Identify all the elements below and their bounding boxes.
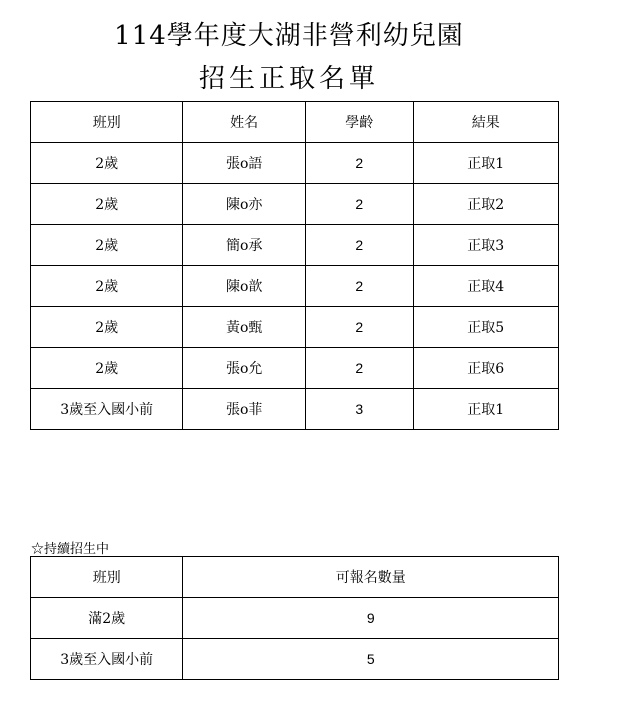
cell-name: 張o允 <box>183 348 306 389</box>
header-available-count: 可報名數量 <box>183 557 559 598</box>
header-result: 結果 <box>413 102 558 143</box>
cell-class: 2歲 <box>31 225 183 266</box>
cell-age: 2 <box>305 307 413 348</box>
cell-result: 正取3 <box>413 225 558 266</box>
cell-class: 2歲 <box>31 266 183 307</box>
cell-name: 陳o亦 <box>183 184 306 225</box>
cell-result: 正取4 <box>413 266 558 307</box>
table-row <box>31 389 559 430</box>
cell-class: 2歲 <box>31 143 183 184</box>
cell-class: 2歲 <box>31 184 183 225</box>
cell-age: 2 <box>305 143 413 184</box>
cell-class: 2歲 <box>31 307 183 348</box>
cell-age: 3 <box>305 389 413 430</box>
table-row <box>31 184 559 225</box>
table-row <box>31 225 559 266</box>
cell-name: 黃o甄 <box>183 307 306 348</box>
cell-result: 正取1 <box>413 143 558 184</box>
cell-class: 3歲至入國小前 <box>31 639 183 680</box>
table-row <box>31 266 559 307</box>
cell-available-count: 5 <box>183 639 559 680</box>
table-row <box>31 307 559 348</box>
header-name: 姓名 <box>183 102 306 143</box>
cell-class: 3歲至入國小前 <box>31 389 183 430</box>
table-row <box>31 348 559 389</box>
page-subtitle: 招生正取名單 <box>198 64 379 94</box>
cell-name: 陳o歆 <box>183 266 306 307</box>
cell-result: 正取6 <box>413 348 558 389</box>
page-title: 114學年度大湖非營利幼兒園 <box>114 21 464 51</box>
vacancy-table <box>30 556 559 680</box>
table-header-row <box>31 557 559 598</box>
cell-class: 滿2歲 <box>31 598 183 639</box>
table-row <box>31 598 559 639</box>
cell-available-count: 9 <box>183 598 559 639</box>
cell-result: 正取2 <box>413 184 558 225</box>
cell-name: 簡o承 <box>183 225 306 266</box>
cell-result: 正取5 <box>413 307 558 348</box>
cell-name: 張o菲 <box>183 389 306 430</box>
table-row <box>31 143 559 184</box>
table-header-row <box>31 102 559 143</box>
cell-age: 2 <box>305 225 413 266</box>
table-row <box>31 639 559 680</box>
cell-class: 2歲 <box>31 348 183 389</box>
header-age: 學齡 <box>305 102 413 143</box>
cell-age: 2 <box>305 348 413 389</box>
cell-age: 2 <box>305 266 413 307</box>
cell-result: 正取1 <box>413 389 558 430</box>
cell-name: 張o語 <box>183 143 306 184</box>
cell-age: 2 <box>305 184 413 225</box>
header-class: 班別 <box>31 557 183 598</box>
header-class: 班別 <box>31 102 183 143</box>
admissions-table <box>30 101 559 430</box>
ongoing-enrollment-note: ☆持續招生中 <box>31 542 110 557</box>
